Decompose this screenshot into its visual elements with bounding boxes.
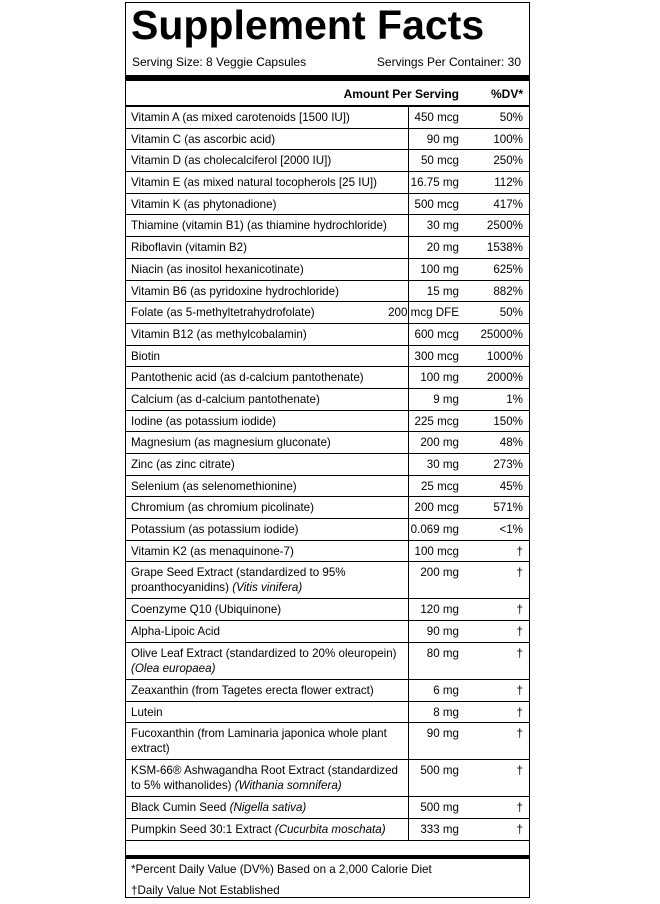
- amount-value: 20 mg: [426, 241, 459, 255]
- nutrient-label: Riboflavin (vitamin B2): [131, 241, 247, 255]
- dv-value: †: [516, 727, 523, 741]
- dv-header: %DV*: [490, 87, 523, 101]
- nutrient-label: Lutein: [131, 705, 163, 719]
- nutrient-label: Chromium (as chromium picolinate): [131, 501, 314, 515]
- nutrient-label: Vitamin A (as mixed carotenoids [1500 IU]): [131, 111, 350, 124]
- dv-value: 50%: [499, 111, 523, 124]
- column-divider: [408, 389, 409, 411]
- dv-value: 571%: [493, 501, 523, 515]
- nutrient-name: [131, 705, 409, 720]
- nutrient-label: Calcium (as d-calcium pantothenate): [131, 392, 320, 406]
- footnote-dagger: †Daily Value Not Established: [131, 884, 280, 897]
- nutrient-name: [131, 683, 409, 698]
- nutrient-name: [131, 305, 409, 320]
- dv-value: 48%: [499, 436, 523, 450]
- serving-info: [130, 53, 525, 71]
- column-divider: [408, 454, 409, 476]
- column-divider: [408, 281, 409, 303]
- amount-value: 100 mg: [420, 371, 459, 385]
- table-row: [126, 497, 529, 519]
- dv-value: 112%: [494, 176, 523, 190]
- nutrient-name: [131, 262, 409, 277]
- amount-value: 9 mg: [433, 392, 459, 406]
- amount-header: Amount Per Serving: [343, 87, 459, 101]
- nutrient-name: [131, 110, 409, 125]
- nutrient-name: [131, 479, 409, 494]
- table-row: [126, 723, 529, 760]
- column-divider: [408, 519, 409, 541]
- dv-value: †: [516, 801, 523, 815]
- nutrient-name: [131, 522, 409, 537]
- amount-value: 600 mcg: [414, 327, 459, 341]
- nutrient-label: Olive Leaf Extract (standardized to 20% oleuropein): [131, 646, 397, 660]
- nutrient-label: Vitamin B6 (as pyridoxine hydrochloride): [131, 284, 339, 298]
- nutrient-name: [131, 822, 409, 837]
- table-row: [126, 215, 529, 237]
- nutrient-name: [131, 763, 409, 793]
- nutrient-label: Zinc (as zinc citrate): [131, 458, 235, 471]
- nutrient-label: Coenzyme Q10 (Ubiquinone): [131, 603, 282, 617]
- dv-value: 2000%: [486, 371, 523, 385]
- column-divider: [408, 367, 409, 389]
- table-row: [126, 281, 529, 303]
- dv-value: 45%: [499, 479, 523, 493]
- nutrient-label: Zeaxanthin (from Tagetes erecta flower extract): [131, 683, 374, 697]
- table-row: [126, 107, 529, 129]
- amount-value: 333 mg: [420, 822, 459, 836]
- nutrient-label: Fucoxanthin (from Laminaria japonica whole plant extract): [131, 727, 387, 756]
- column-divider: [408, 562, 409, 599]
- table-row: [126, 643, 529, 680]
- table-row: [126, 680, 529, 702]
- dv-value: 1%: [506, 392, 523, 406]
- dv-value: 1538%: [486, 241, 523, 255]
- column-divider: [408, 237, 409, 259]
- amount-value: 8 mg: [433, 705, 459, 719]
- nutrient-name: [131, 284, 409, 299]
- amount-value: 100 mcg: [414, 544, 459, 558]
- dv-value: †: [516, 705, 523, 719]
- panel-title: Supplement Facts: [131, 2, 485, 48]
- amount-value: 500 mg: [420, 764, 459, 778]
- column-divider: [408, 760, 409, 797]
- table-row: [126, 389, 529, 411]
- table-row: [126, 367, 529, 389]
- nutrient-label: Black Cumin Seed: [131, 801, 227, 815]
- latin-name: (Nigella sativa): [229, 801, 307, 815]
- dv-value: †: [516, 566, 523, 580]
- nutrient-label: Niacin (as inositol hexanicotinate): [131, 262, 304, 276]
- table-row: [126, 150, 529, 172]
- column-divider: [408, 259, 409, 281]
- table-row: [126, 454, 529, 476]
- dv-value: 882%: [493, 284, 523, 298]
- nutrient-label: Vitamin K2 (as menaquinone-7): [131, 544, 294, 558]
- dv-value: <1%: [499, 523, 523, 537]
- nutrient-name: [131, 153, 409, 168]
- amount-value: 450 mcg: [414, 111, 459, 124]
- amount-value: 500 mcg: [414, 197, 459, 211]
- table-row: [126, 797, 529, 819]
- nutrient-name: [131, 800, 409, 815]
- servings-per-container: Servings Per Container: 30: [376, 55, 521, 69]
- nutrient-name: [131, 218, 409, 233]
- dv-value: †: [516, 646, 523, 660]
- nutrient-name: [131, 544, 409, 559]
- amount-value: 30 mg: [426, 458, 459, 471]
- amount-value: 16.75 mg: [410, 176, 459, 190]
- amount-value: 25 mcg: [420, 479, 459, 493]
- table-row: [126, 760, 529, 797]
- column-divider: [408, 324, 409, 346]
- nutrient-name: [131, 414, 409, 429]
- amount-value: 100 mg: [420, 262, 459, 276]
- supplement-facts-panel: [125, 2, 530, 898]
- nutrient-label: Vitamin D (as cholecalciferol [2000 IU]): [131, 154, 332, 168]
- nutrient-label: Biotin: [131, 349, 161, 363]
- nutrient-label: Alpha-Lipoic Acid: [131, 625, 220, 639]
- column-divider: [408, 541, 409, 563]
- column-header: [126, 83, 529, 105]
- nutrient-label: Pumpkin Seed 30:1 Extract: [131, 822, 272, 836]
- nutrient-label: KSM-66® Ashwagandha Root Extract (standardized to 5% withanolides): [131, 764, 398, 793]
- nutrient-name: [131, 240, 409, 255]
- dv-value: 150%: [493, 414, 523, 428]
- column-divider: [408, 797, 409, 819]
- dv-value: †: [516, 822, 523, 836]
- latin-name: (Vitis vinifera): [232, 581, 303, 595]
- table-row: [126, 324, 529, 346]
- table-row: [126, 259, 529, 281]
- nutrient-name: [131, 435, 409, 450]
- nutrient-label: Vitamin K (as phytonadione): [131, 197, 277, 211]
- dv-value: 25000%: [480, 327, 523, 341]
- amount-value: 30 mg: [426, 219, 459, 233]
- column-divider: [408, 643, 409, 680]
- amount-value: 90 mg: [426, 625, 459, 639]
- dv-value: †: [516, 603, 523, 617]
- nutrient-name: [131, 457, 409, 472]
- amount-value: 200 mcg DFE: [388, 306, 459, 320]
- dv-value: †: [516, 625, 523, 639]
- dv-value: 2500%: [486, 219, 523, 233]
- nutrient-name: [131, 197, 409, 212]
- nutrient-label: Pantothenic acid (as d-calcium pantothenate): [131, 371, 364, 385]
- table-row: [126, 411, 529, 433]
- amount-value: 200 mg: [420, 566, 459, 580]
- column-divider: [408, 150, 409, 172]
- column-divider: [408, 621, 409, 643]
- column-divider: [408, 432, 409, 454]
- thick-divider: [126, 75, 529, 81]
- amount-value: 90 mg: [426, 132, 459, 146]
- column-divider: [408, 723, 409, 760]
- nutrient-label: Thiamine (vitamin B1) (as thiamine hydrochloride): [131, 219, 387, 233]
- nutrient-name: [131, 349, 409, 364]
- column-divider: [408, 411, 409, 433]
- amount-value: 0.069 mg: [410, 523, 459, 537]
- table-row: [126, 562, 529, 599]
- amount-value: 300 mcg: [414, 349, 459, 363]
- column-divider: [408, 702, 409, 724]
- dv-value: 1000%: [486, 349, 523, 363]
- amount-value: 200 mcg: [414, 501, 459, 515]
- nutrient-label: Magnesium (as magnesium gluconate): [131, 436, 331, 450]
- column-divider: [408, 172, 409, 194]
- column-divider: [408, 107, 409, 129]
- nutrient-name: [131, 327, 409, 342]
- footnote-dv: *Percent Daily Value (DV%) Based on a 2,000 Calorie Diet: [131, 863, 432, 876]
- nutrient-name: [131, 175, 409, 190]
- column-divider: [408, 680, 409, 702]
- nutrient-label: Vitamin C (as ascorbic acid): [131, 132, 276, 146]
- nutrient-name: [131, 726, 409, 756]
- column-divider: [408, 599, 409, 621]
- latin-name: (Olea europaea): [131, 661, 216, 675]
- amount-value: 200 mg: [420, 436, 459, 450]
- dv-value: †: [516, 683, 523, 697]
- table-row: [126, 621, 529, 643]
- table-row: [126, 237, 529, 259]
- dv-value: 417%: [493, 197, 523, 211]
- nutrient-name: [131, 370, 409, 385]
- dv-value: †: [516, 544, 523, 558]
- amount-value: 500 mg: [420, 801, 459, 815]
- column-divider: [408, 819, 409, 841]
- nutrient-label: Vitamin B12 (as methylcobalamin): [131, 327, 307, 341]
- nutrient-label: Potassium (as potassium iodide): [131, 523, 299, 537]
- table-row: [126, 519, 529, 541]
- nutrient-name: [131, 132, 409, 147]
- table-row: [126, 172, 529, 194]
- nutrient-name: [131, 500, 409, 515]
- dv-value: †: [516, 764, 523, 778]
- nutrient-label: Selenium (as selenomethionine): [131, 479, 297, 493]
- latin-name: (Cucurbita moschata): [274, 822, 386, 836]
- column-divider: [408, 215, 409, 237]
- table-row: [126, 129, 529, 151]
- amount-value: 225 mcg: [414, 414, 459, 428]
- table-row: [126, 476, 529, 498]
- amount-value: 50 mcg: [420, 154, 459, 168]
- nutrient-label: Folate (as 5-methyltetrahydrofolate): [131, 306, 315, 320]
- table-row: [126, 194, 529, 216]
- amount-value: 80 mg: [426, 646, 459, 660]
- dv-value: 250%: [493, 154, 523, 168]
- nutrient-name: [131, 602, 409, 617]
- amount-value: 15 mg: [426, 284, 459, 298]
- nutrient-name: [131, 646, 409, 676]
- column-divider: [408, 346, 409, 368]
- table-row: [126, 432, 529, 454]
- column-divider: [408, 476, 409, 498]
- table-row: [126, 302, 529, 324]
- dv-value: 625%: [493, 262, 523, 276]
- nutrient-label: Grape Seed Extract (standardized to 95% proanthocyanidins): [131, 566, 346, 595]
- latin-name: (Withania somnifera): [234, 779, 342, 793]
- nutrient-name: [131, 624, 409, 639]
- column-divider: [408, 194, 409, 216]
- nutrient-name: [131, 392, 409, 407]
- amount-value: 120 mg: [420, 603, 459, 617]
- table-row: [126, 541, 529, 563]
- dv-value: 100%: [493, 132, 523, 146]
- column-divider: [408, 129, 409, 151]
- amount-value: 6 mg: [433, 683, 459, 697]
- nutrient-label: Iodine (as potassium iodide): [131, 414, 277, 428]
- table-row: [126, 346, 529, 368]
- nutrient-name: [131, 565, 409, 595]
- nutrient-table: [126, 107, 529, 841]
- table-row: [126, 819, 529, 841]
- table-row: [126, 599, 529, 621]
- serving-size: Serving Size: 8 Veggie Capsules: [132, 55, 307, 69]
- footnotes: [131, 859, 529, 901]
- nutrient-label: Vitamin E (as mixed natural tocopherols [25 IU]): [131, 176, 377, 190]
- amount-value: 90 mg: [426, 727, 459, 741]
- dv-value: 273%: [493, 458, 523, 471]
- column-divider: [408, 497, 409, 519]
- dv-value: 50%: [499, 306, 523, 320]
- table-row: [126, 702, 529, 724]
